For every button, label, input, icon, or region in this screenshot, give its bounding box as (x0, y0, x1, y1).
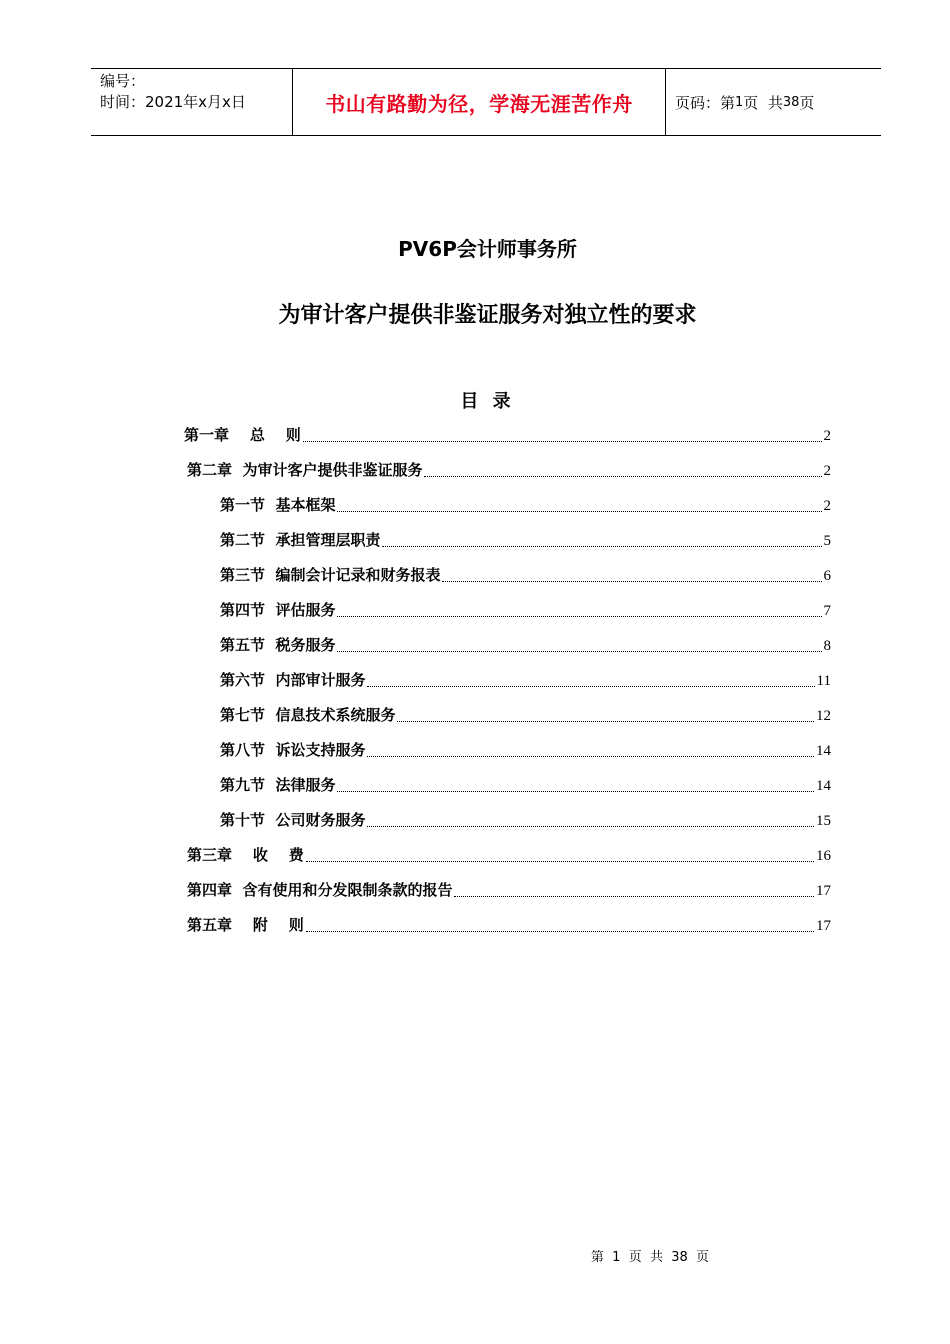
toc-item-label: 第八节 诉讼支持服务 (220, 741, 366, 759)
toc-item-page: 12 (816, 708, 831, 724)
document-title-line2: 为审计客户提供非鉴证服务对独立性的要求 (278, 303, 697, 328)
toc-leader-dots (424, 475, 821, 477)
toc-item-page: 2 (823, 498, 831, 514)
page-total: 38 (782, 94, 800, 110)
toc-item[interactable] (220, 564, 831, 586)
page-footer (0, 1246, 950, 1265)
page-suffix: 页 (799, 93, 815, 112)
toc-item-label: 第七节 信息技术系统服务 (220, 706, 396, 724)
toc-item[interactable] (187, 879, 831, 901)
toc-item[interactable] (187, 459, 831, 481)
toc-item-label: 第三节 编制会计记录和财务报表 (220, 566, 441, 584)
page-mid: 页 共 (743, 93, 783, 112)
header-motto: 书山有路勤为径，学海无涯苦作舟 (293, 69, 666, 135)
toc-item-page: 2 (823, 428, 831, 444)
toc-item-page: 11 (816, 673, 831, 689)
toc-item-label: 第六节 内部审计服务 (220, 671, 366, 689)
toc-heading: 目 录 (460, 391, 515, 412)
toc-item[interactable] (220, 529, 831, 551)
page-header (91, 68, 881, 136)
toc-item[interactable] (187, 844, 831, 866)
toc-item[interactable] (187, 914, 831, 936)
toc-item-label: 第三章 收 费 (187, 846, 304, 864)
toc-item-label: 第五节 税务服务 (220, 636, 336, 654)
toc-leader-dots (397, 720, 814, 722)
toc-item-page: 6 (823, 568, 831, 584)
toc-leader-dots (442, 580, 821, 582)
toc-leader-dots (303, 440, 822, 442)
toc-item[interactable] (220, 494, 831, 516)
toc-item-page: 14 (816, 778, 831, 794)
toc-item-label: 第九节 法律服务 (220, 776, 336, 794)
toc-leader-dots (367, 825, 814, 827)
page-prefix: 页码：第 (675, 93, 736, 112)
toc-leader-dots (367, 755, 814, 757)
toc-leader-dots (337, 790, 814, 792)
header-meta (91, 69, 293, 135)
toc-item-page: 8 (823, 638, 831, 654)
toc-item[interactable] (220, 809, 831, 831)
toc-leader-dots (337, 615, 821, 617)
page-current: 1 (735, 94, 744, 110)
toc-item[interactable] (184, 424, 831, 446)
toc-item-page: 5 (823, 533, 831, 549)
toc-item-page: 16 (816, 848, 831, 864)
toc-item-label: 第一节 基本框架 (220, 496, 336, 514)
toc-item-label: 第一章 总 则 (184, 426, 301, 444)
toc-item-page: 17 (816, 918, 831, 934)
toc-item[interactable] (220, 669, 831, 691)
toc-item-label: 第二节 承担管理层职责 (220, 531, 381, 549)
toc-leader-dots (337, 510, 821, 512)
toc-leader-dots (454, 895, 814, 897)
footer-page-text: 第 1 页 共 38 页 (590, 1250, 710, 1265)
document-title-line1: PV6P会计师事务所 (398, 237, 577, 261)
toc-item[interactable] (220, 634, 831, 656)
toc-item[interactable] (220, 739, 831, 761)
toc-item-page: 15 (816, 813, 831, 829)
toc-item-label: 第四章 含有使用和分发限制条款的报告 (187, 881, 453, 899)
toc-item-label: 第十节 公司财务服务 (220, 811, 366, 829)
toc-item-page: 14 (816, 743, 831, 759)
time-label: 时间：2021年x月x日 (100, 93, 246, 111)
number-label: 编号： (100, 72, 146, 90)
toc-item[interactable] (220, 704, 831, 726)
toc-leader-dots (306, 860, 814, 862)
toc-leader-dots (306, 930, 814, 932)
toc-leader-dots (367, 685, 814, 687)
toc-leader-dots (382, 545, 821, 547)
toc-item-label: 第五章 附 则 (187, 916, 304, 934)
header-page-number (666, 69, 881, 135)
toc-item-page: 7 (823, 603, 831, 619)
toc-item-page: 2 (823, 463, 831, 479)
toc-leader-dots (337, 650, 821, 652)
toc-item-label: 第四节 评估服务 (220, 601, 336, 619)
toc-item[interactable] (220, 774, 831, 796)
toc-item-label: 第二章 为审计客户提供非鉴证服务 (187, 461, 423, 479)
toc-item[interactable] (220, 599, 831, 621)
toc-item-page: 17 (816, 883, 831, 899)
